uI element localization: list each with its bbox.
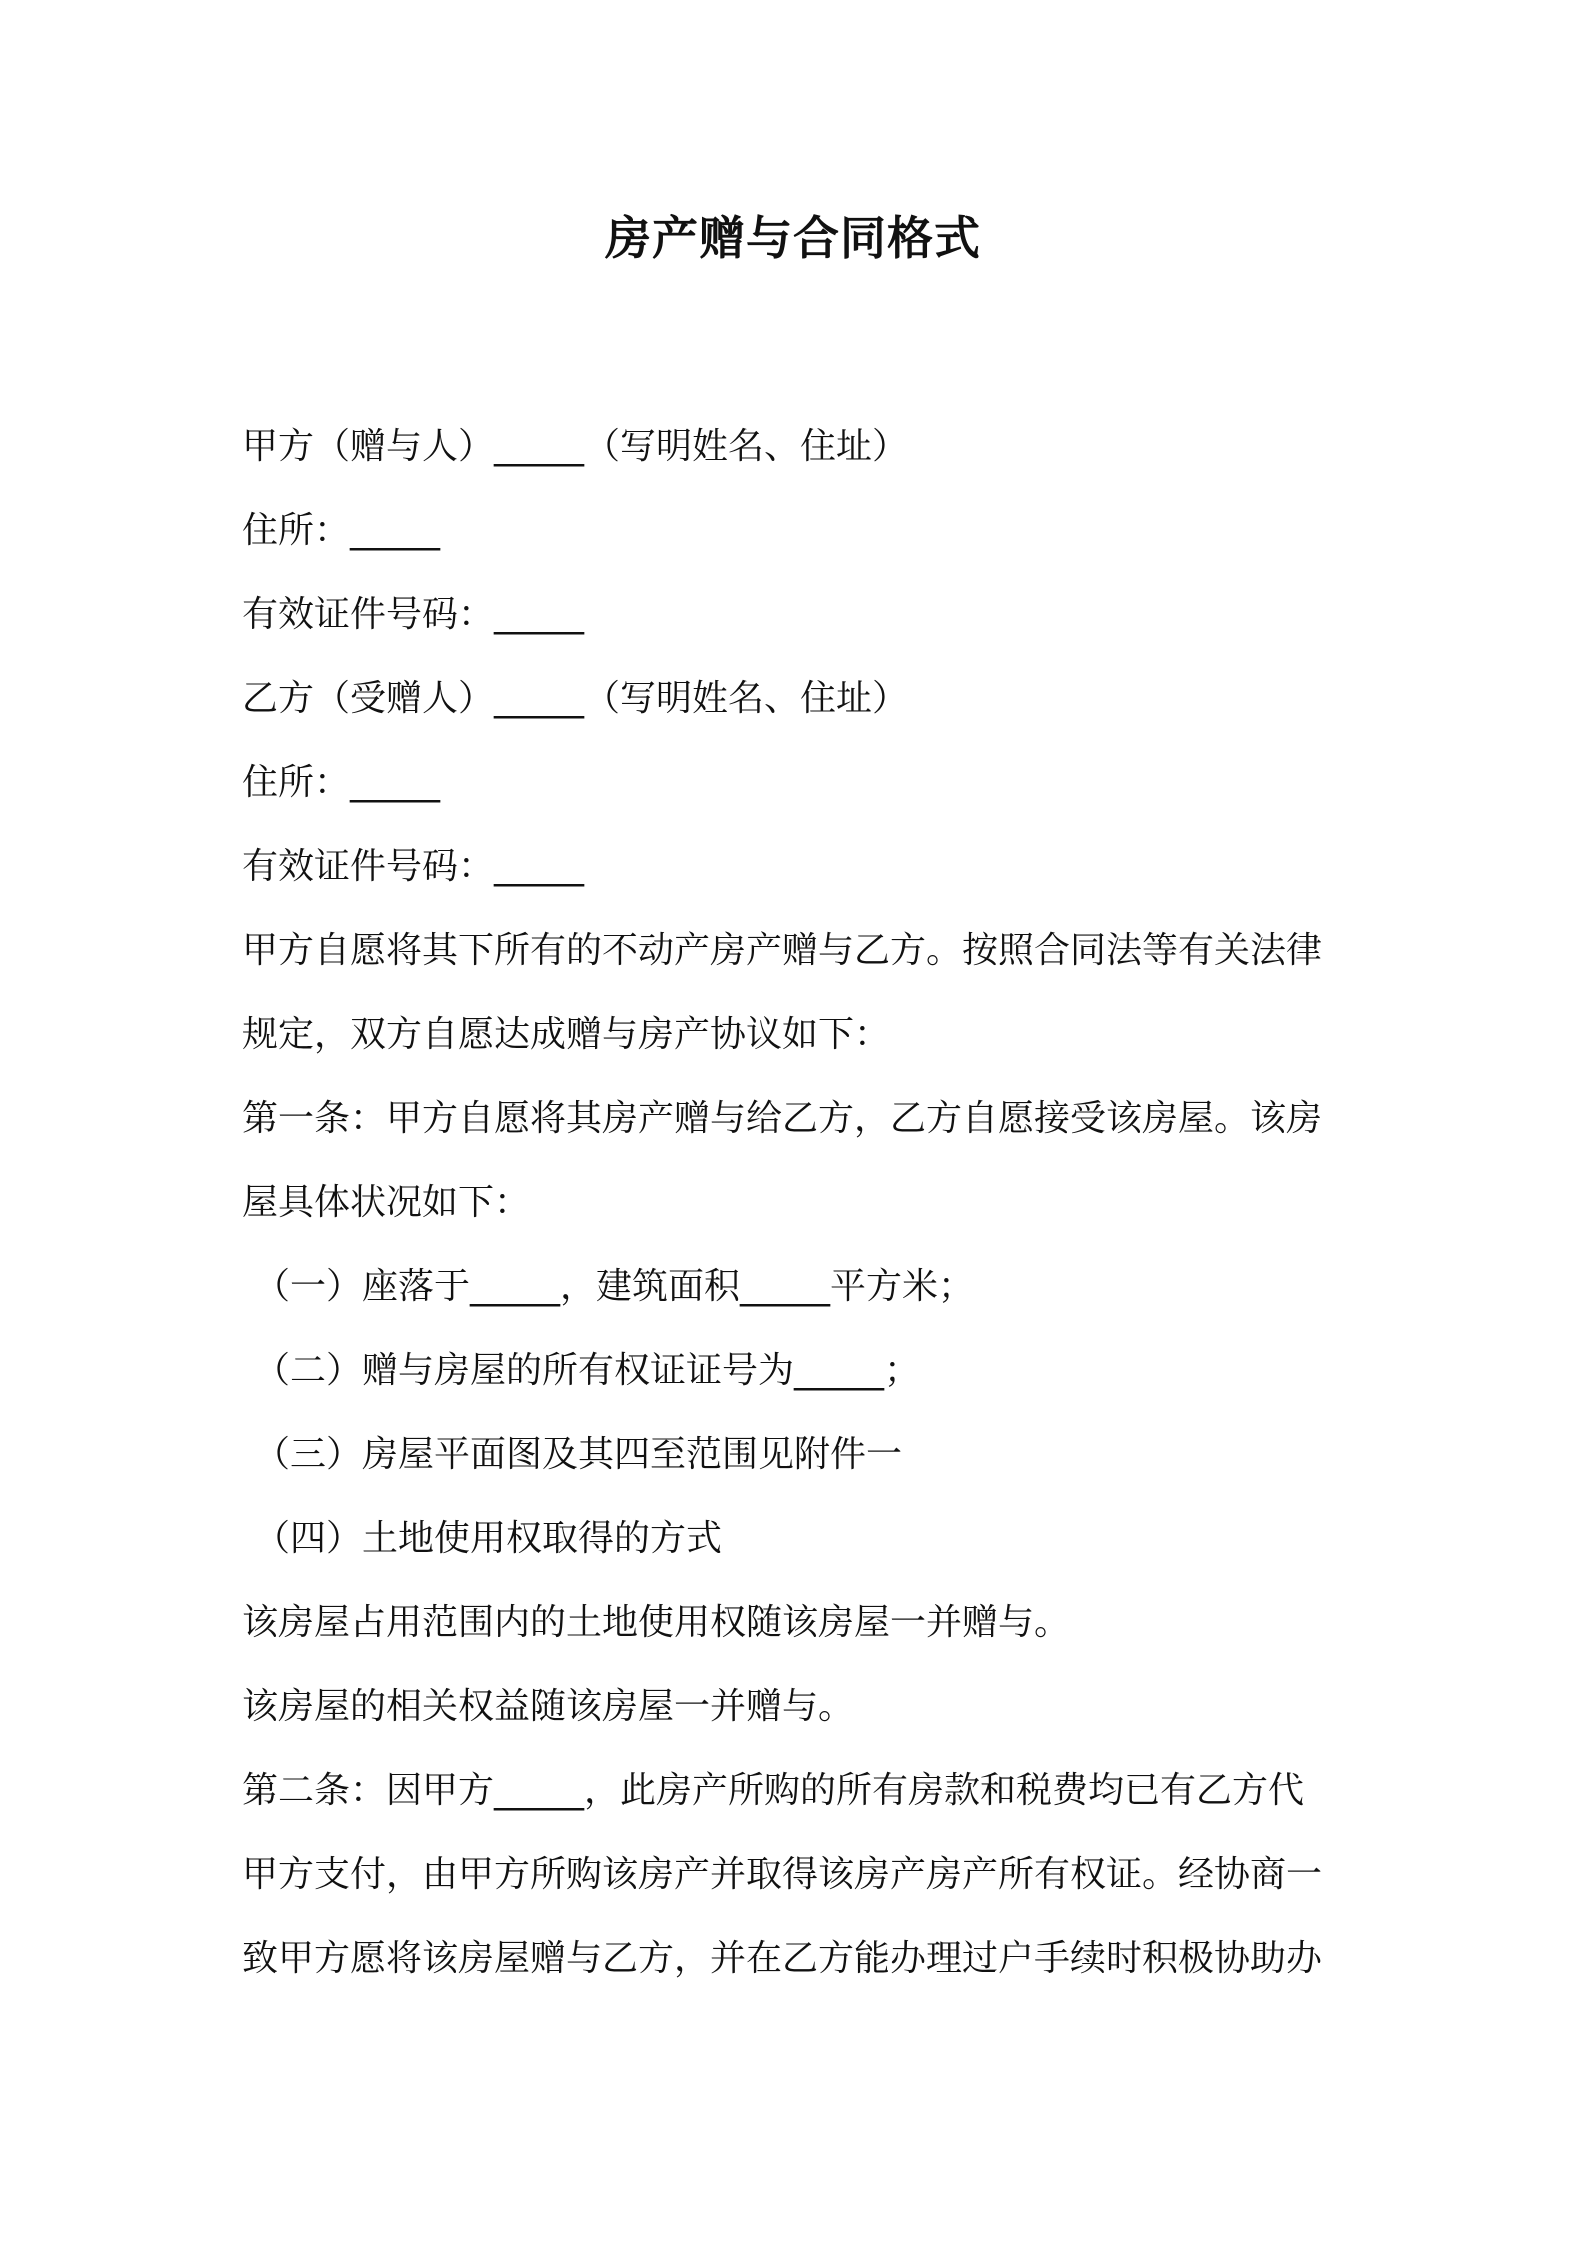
article-2-line-1: 第二条：因甲方_____，此房产所购的所有房款和税费均已有乙方代 — [242, 1770, 1305, 1811]
party-a-address-line: 住所：_____ — [242, 510, 441, 551]
party-b-line: 乙方（受赠人）_____（写明姓名、住址） — [242, 678, 909, 719]
document-title: 房产赠与合同格式 — [605, 211, 981, 265]
article-1-item-4: （四）土地使用权取得的方式 — [254, 1518, 723, 1559]
party-b-address-line: 住所：_____ — [242, 762, 441, 803]
article-1-item-3: （三）房屋平面图及其四至范围见附件一 — [254, 1434, 903, 1475]
party-b-id-line: 有效证件号码：_____ — [242, 846, 585, 887]
preamble-line-1: 甲方自愿将其下所有的不动产房产赠与乙方。按照合同法等有关法律 — [242, 930, 1323, 971]
article-1-item-2: （二）赠与房屋的所有权证证号为_____； — [254, 1350, 921, 1391]
related-rights-line: 该房屋的相关权益随该房屋一并赠与。 — [242, 1686, 855, 1727]
article-2-line-3: 致甲方愿将该房屋赠与乙方，并在乙方能办理过户手续时积极协助办 — [242, 1938, 1323, 1979]
article-2-line-2: 甲方支付，由甲方所购该房产并取得该房产房产所有权证。经协商一 — [242, 1854, 1323, 1895]
article-1-line-1: 第一条：甲方自愿将其房产赠与给乙方，乙方自愿接受该房屋。该房 — [242, 1098, 1323, 1139]
preamble-line-2: 规定，双方自愿达成赠与房产协议如下： — [242, 1014, 891, 1055]
party-a-line: 甲方（赠与人）_____（写明姓名、住址） — [242, 426, 909, 467]
document-body — [242, 405, 1362, 2001]
article-1-line-2: 屋具体状况如下： — [242, 1182, 531, 1223]
article-1-item-1: （一）座落于_____，建筑面积_____平方米； — [254, 1266, 975, 1307]
party-a-id-line: 有效证件号码：_____ — [242, 594, 585, 635]
land-use-right-line: 该房屋占用范围内的土地使用权随该房屋一并赠与。 — [242, 1602, 1071, 1643]
